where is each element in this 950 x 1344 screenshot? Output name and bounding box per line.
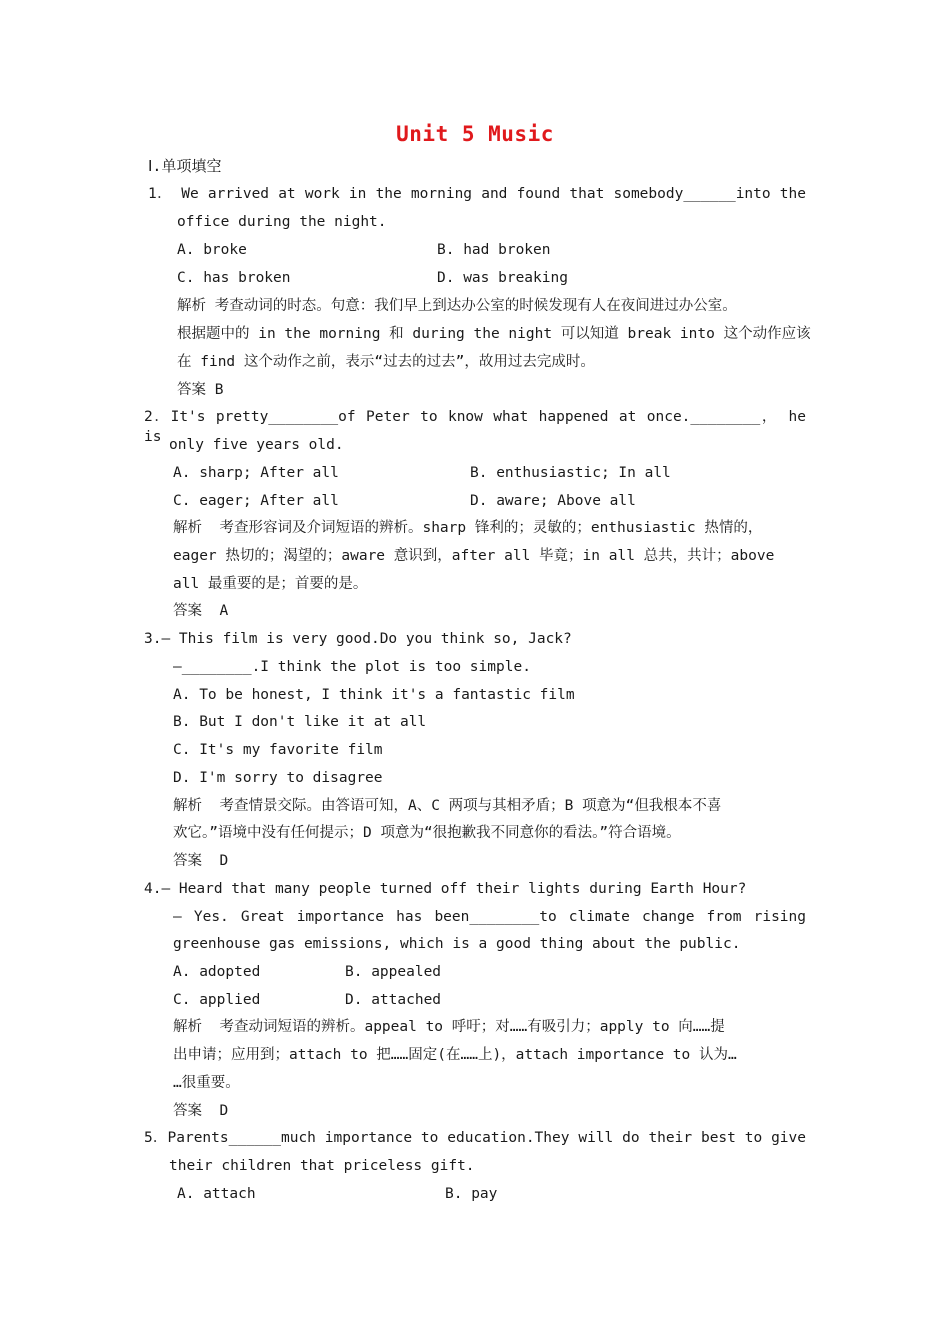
q3-option-d: D. I'm sorry to disagree <box>173 770 383 786</box>
q2-stem-line-2: only five years old. <box>169 437 344 453</box>
q4-explanation-line-2: 出申请；应用到；attach to 把……固定(在……上)，attach importance to 认为… <box>173 1047 737 1063</box>
q1-option-c: C. has broken <box>177 270 291 286</box>
q4-option-a: A. adopted <box>173 964 261 980</box>
q1-stem-line-2: office during the night. <box>177 214 387 230</box>
q5-option-b: B. pay <box>445 1186 498 1202</box>
q3-option-c: C. It's my favorite film <box>173 742 383 758</box>
q1-explanation-line-3: 在 find 这个动作之前，表示“过去的过去”，故用过去完成时。 <box>177 354 595 370</box>
q1-answer: 答案 B <box>177 382 224 398</box>
q4-option-c: C. applied <box>173 992 261 1008</box>
q4-explanation-line-3: …很重要。 <box>173 1075 240 1091</box>
q2-stem-line-1: 2．It's pretty________of Peter to know what happened at once.________， he is <box>144 409 806 445</box>
q3-explanation-line-2: 欢它。”语境中没有任何提示；D 项意为“很抱歉我不同意你的看法。”符合语境。 <box>173 825 681 841</box>
q4-explanation-line-1: 解析 考查动词短语的辨析。appeal to 呼吁；对……有吸引力；apply to 向……提 <box>173 1019 725 1035</box>
section-heading: Ⅰ.单项填空 <box>148 157 222 175</box>
q2-explanation-line-3: all 最重要的是；首要的是。 <box>173 576 368 592</box>
q4-stem-line-1: 4.— Heard that many people turned off their lights during Earth Hour? <box>144 881 747 897</box>
q3-explanation-line-1: 解析 考查情景交际。由答语可知，A、C 两项与其相矛盾；B 项意为“但我根本不喜 <box>173 798 722 814</box>
q4-option-d: D. attached <box>345 992 442 1008</box>
q2-explanation-line-2: eager 热切的；渴望的；aware 意识到，after all 毕竟；in all 总共，共计；above <box>173 548 775 564</box>
q1-option-a: A. broke <box>177 242 247 258</box>
q2-option-a: A. sharp; After all <box>173 465 339 481</box>
q4-answer: 答案 D <box>173 1103 229 1119</box>
q3-answer: 答案 D <box>173 853 229 869</box>
q1-stem-line-1: 1． We arrived at work in the morning and found that somebody______into the <box>148 186 806 202</box>
q3-stem-line-2: —________.I think the plot is too simple. <box>173 659 531 675</box>
q2-option-c: C. eager; After all <box>173 493 339 509</box>
q2-answer: 答案 A <box>173 603 229 619</box>
q5-stem-line-1: 5．Parents______much importance to education.They will do their best to give <box>144 1130 806 1146</box>
q2-explanation-line-1: 解析 考查形容词及介词短语的辨析。sharp 锋利的；灵敏的；enthusiastic 热情的， <box>173 520 763 536</box>
q3-option-b: B. But I don't like it at all <box>173 714 427 730</box>
page-title: Unit 5 Music <box>396 122 554 146</box>
q5-option-a: A. attach <box>177 1186 256 1202</box>
q5-stem-line-2: their children that priceless gift. <box>169 1158 475 1174</box>
q2-option-b: B. enthusiastic; In all <box>470 465 671 481</box>
q1-explanation-line-2: 根据题中的 in the morning 和 during the night 可以知道 break into 这个动作应该 <box>177 326 811 342</box>
q1-option-b: B. had broken <box>437 242 551 258</box>
q4-option-b: B. appealed <box>345 964 442 980</box>
q3-stem-line-1: 3.— This film is very good.Do you think so, Jack? <box>144 631 572 647</box>
q2-option-d: D. aware; Above all <box>470 493 636 509</box>
q4-stem-line-2: — Yes. Great importance has been________to climate change from rising <box>173 909 806 925</box>
q1-option-d: D. was breaking <box>437 270 568 286</box>
q4-stem-line-3: greenhouse gas emissions, which is a good thing about the public. <box>173 936 741 952</box>
q1-explanation-line-1: 解析 考查动词的时态。句意：我们早上到达办公室的时候发现有人在夜间进过办公室。 <box>177 298 737 314</box>
q3-option-a: A. To be honest, I think it's a fantastic film <box>173 687 575 703</box>
